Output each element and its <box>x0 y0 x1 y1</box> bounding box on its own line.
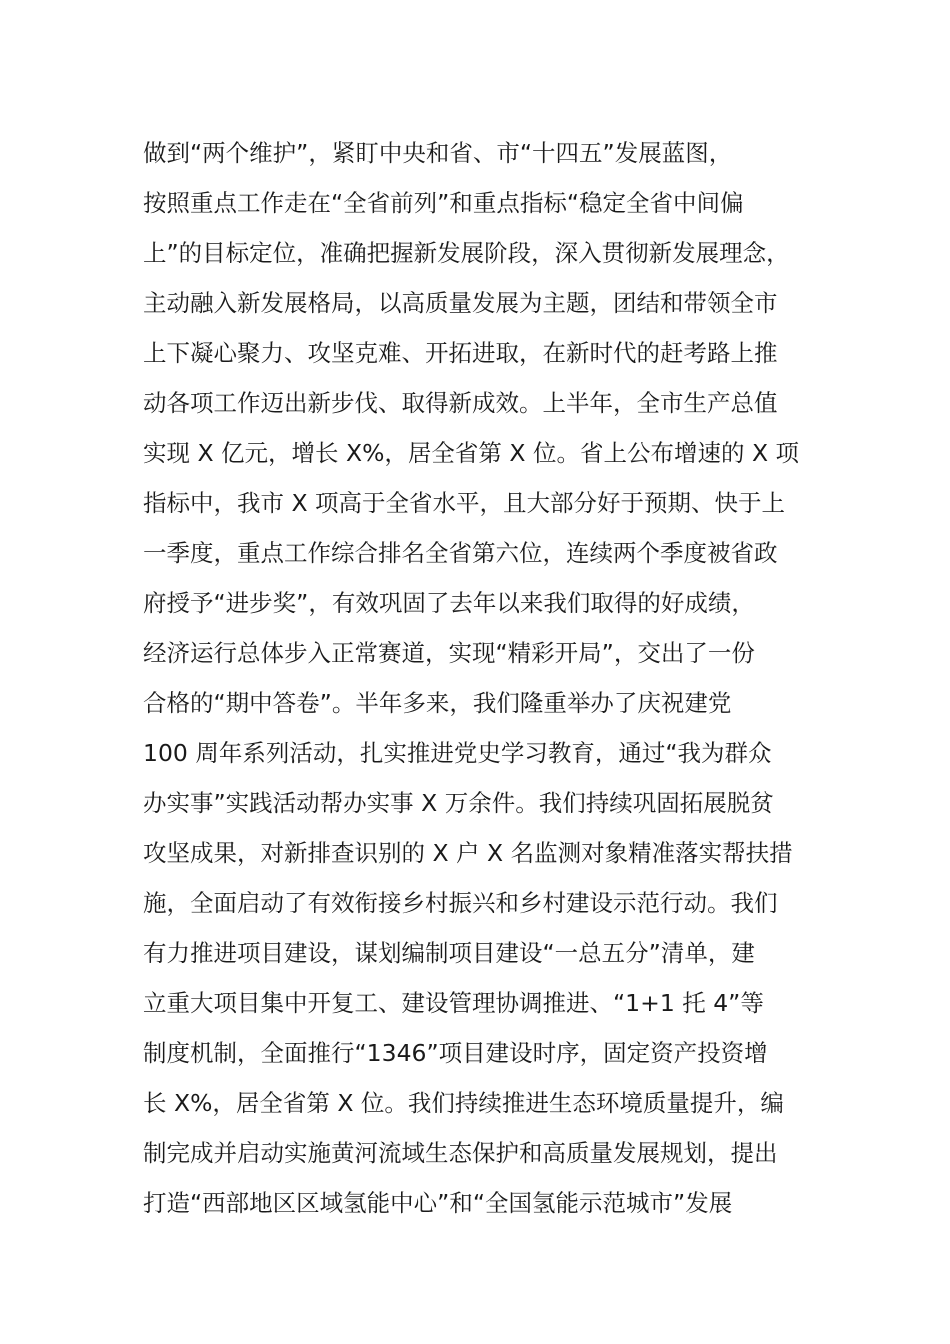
text-line: 长 X%，居全省第 X 位。我们持续推进生态环境质量提升，编 <box>143 1089 784 1117</box>
text-line: 一季度，重点工作综合排名全省第六位，连续两个季度被省政 <box>143 539 778 567</box>
text-line: 办实事”实践活动帮办实事 X 万余件。我们持续巩固拓展脱贫 <box>143 789 774 817</box>
text-line: 上”的目标定位，准确把握新发展阶段，深入贯彻新发展理念， <box>143 239 790 267</box>
text-line: 有力推进项目建设，谋划编制项目建设“一总五分”清单，建 <box>143 939 755 967</box>
text-line: 按照重点工作走在“全省前列”和重点指标“稳定全省中间偏 <box>143 189 744 217</box>
text-line: 实现 X 亿元，增长 X%，居全省第 X 位。省上公布增速的 X 项 <box>143 439 800 467</box>
text-line: 主动融入新发展格局，以高质量发展为主题，团结和带领全市 <box>143 289 778 317</box>
text-line: 动各项工作迈出新步伐、取得新成效。上半年，全市生产总值 <box>143 389 778 417</box>
text-line: 指标中，我市 X 项高于全省水平，且大部分好于预期、快于上 <box>143 489 786 517</box>
text-line: 施，全面启动了有效衔接乡村振兴和乡村建设示范行动。我们 <box>143 889 778 917</box>
text-line: 合格的“期中答卷”。半年多来，我们隆重举办了庆祝建党 <box>143 689 732 717</box>
text-line: 立重大项目集中开复工、建设管理协调推进、“1+1 托 4”等 <box>143 989 764 1017</box>
text-line: 制完成并启动实施黄河流域生态保护和高质量发展规划，提出 <box>143 1139 778 1167</box>
text-line: 经济运行总体步入正常赛道，实现“精彩开局”，交出了一份 <box>143 639 755 667</box>
text-line: 攻坚成果，对新排查识别的 X 户 X 名监测对象精准落实帮扶措 <box>143 839 793 867</box>
text-line: 府授予“进步奖”，有效巩固了去年以来我们取得的好成绩， <box>143 589 755 617</box>
text-line: 打造“西部地区区域氢能中心”和“全国氢能示范城市”发展 <box>143 1189 733 1217</box>
document-body <box>143 128 823 1228</box>
text-line: 制度机制，全面推行“1346”项目建设时序，固定资产投资增 <box>143 1039 768 1067</box>
text-line: 上下凝心聚力、攻坚克难、开拓进取，在新时代的赶考路上推 <box>143 339 778 367</box>
text-line: 100 周年系列活动，扎实推进党史学习教育，通过“我为群众 <box>143 739 772 767</box>
text-line: 做到“两个维护”，紧盯中央和省、市“十四五”发展蓝图， <box>143 139 733 167</box>
